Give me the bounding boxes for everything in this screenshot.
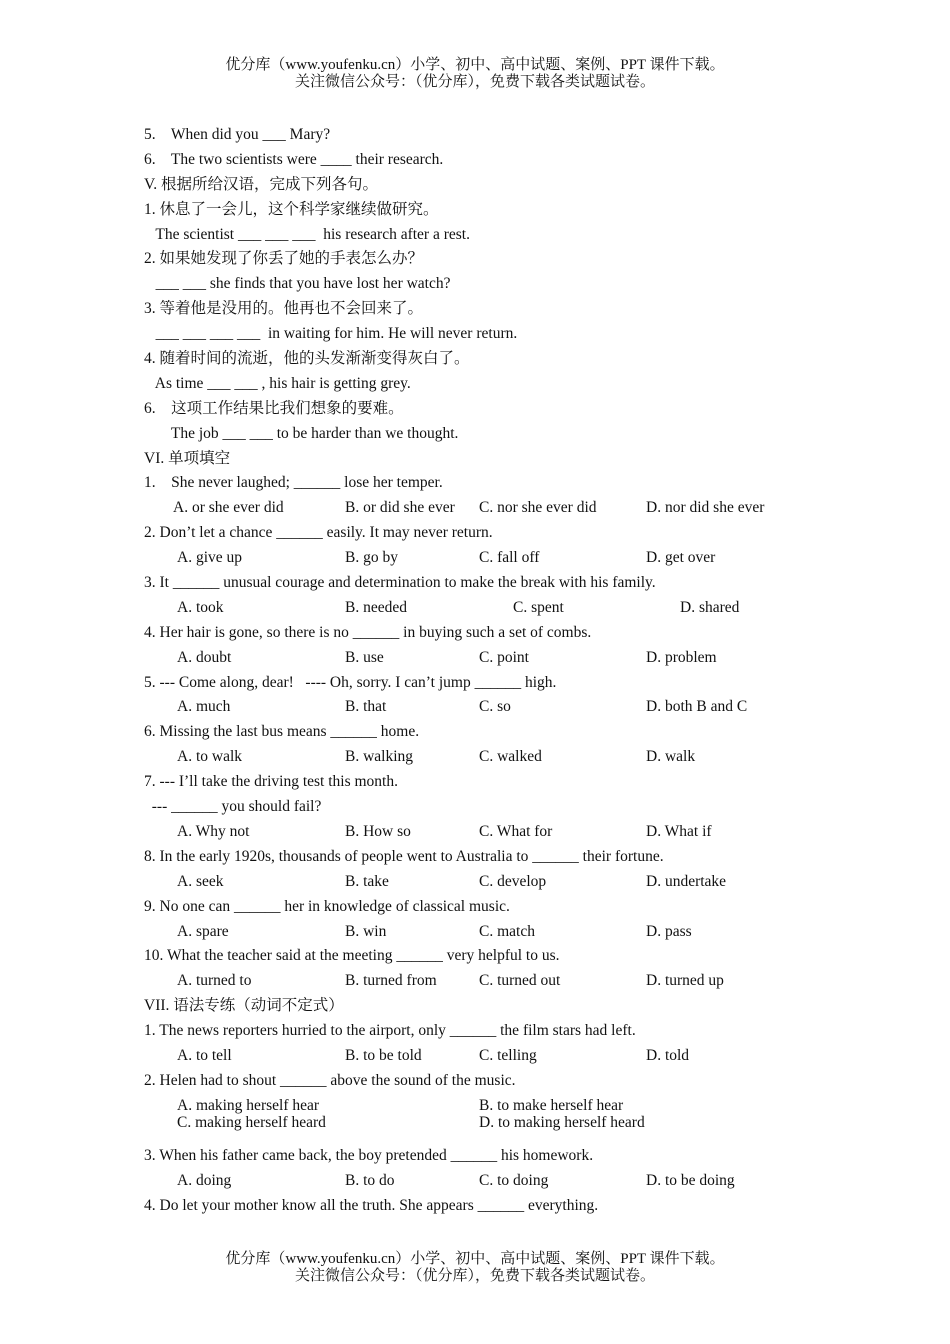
text-line [0,546,950,571]
text-line [0,1194,950,1219]
text-line [0,422,950,447]
text-line [0,994,950,1019]
option-text: A. seek [177,872,224,890]
footer-line-2: 关注微信公众号：（优分库），免费下载各类试题试卷。 [294,1268,655,1284]
line-text: The job ___ ___ to be harder than we thought. [144,424,459,442]
line-text: 9. No one can ______ her in knowledge of classical music. [144,897,510,915]
text-line [0,1169,950,1194]
option-text: D. to making herself heard [479,1113,645,1131]
text-line [0,770,950,795]
line-text: As time ___ ___ , his hair is getting grey. [144,374,411,392]
text-line [0,820,950,845]
option-text: B. go by [345,549,398,567]
option-text: B. take [345,872,389,890]
document-body [0,123,950,1218]
text-line [0,571,950,596]
option-text: A. turned to [177,972,252,990]
option-text: B. use [345,648,384,666]
option-text: A. or she ever did [173,499,284,517]
line-text: --- ______ you should fail? [144,798,322,816]
text-line [0,870,950,895]
text-line [0,1044,950,1069]
option-text: D. told [646,1046,690,1064]
option-text: B. to do [345,1171,395,1189]
line-text: 4. 随着时间的流逝，他的头发渐渐变得灰白了。 [144,350,470,368]
text-line [0,795,950,820]
line-text: 7. --- I’ll take the driving test this month. [144,773,398,791]
line-text: The scientist ___ ___ ___ his research after a rest. [144,225,470,243]
text-line [0,944,950,969]
line-text: 3. It ______ unusual courage and determination to make the break with his family. [144,574,656,592]
text-line [0,1111,950,1144]
text-line [0,521,950,546]
option-text: A. Why not [177,822,250,840]
page-header [0,57,950,91]
line-text: 6. 这项工作结果比我们想象的要难。 [144,399,404,417]
line-text: 6. Missing the last bus means ______ home. [144,723,420,741]
option-text: B. turned from [345,972,437,990]
option-text: C. making herself heard [177,1113,326,1131]
option-text: B. to make herself hear [479,1096,624,1114]
option-text: D. walk [646,748,696,766]
text-line [0,347,950,372]
option-text: C. to doing [479,1171,549,1189]
text-line [0,148,950,173]
option-text: C. develop [479,872,547,890]
text-line [0,920,950,945]
option-text: A. doing [177,1171,232,1189]
option-text: B. needed [345,598,407,616]
line-text: 4. Her hair is gone, so there is no ______ in buying such a set of combs. [144,623,592,641]
text-line [0,496,950,521]
option-text: C. telling [479,1046,537,1064]
text-line [0,471,950,496]
text-line [0,1094,950,1114]
option-text: A. making herself hear [177,1096,320,1114]
option-text: C. so [479,698,511,716]
text-line [0,247,950,272]
line-text: ___ ___ she finds that you have lost her watch? [144,275,451,293]
option-text: C. walked [479,748,542,766]
line-text: V. 根据所给汉语，完成下列各句。 [144,175,378,193]
text-line [0,845,950,870]
option-text: C. point [479,648,529,666]
text-line [0,447,950,472]
line-text: 4. Do let your mother know all the truth. She appears ______ everything. [144,1196,599,1214]
option-text: D. to be doing [646,1171,735,1189]
text-line [0,297,950,322]
text-line [0,322,950,347]
option-text: D. both B and C [646,698,748,716]
option-text: D. nor did she ever [646,499,765,517]
option-text: D. turned up [646,972,724,990]
option-text: A. took [177,598,224,616]
option-text: D. undertake [646,872,727,890]
text-line [0,895,950,920]
option-text: D. problem [646,648,717,666]
header-line-2: 关注微信公众号：（优分库），免费下载各类试题试卷。 [294,74,655,90]
text-line [0,198,950,223]
line-text: 1. She never laughed; ______ lose her temper. [144,474,443,492]
option-text: B. or did she ever [345,499,455,517]
option-text: C. What for [479,822,553,840]
option-text: A. much [177,698,231,716]
option-text: D. get over [646,549,716,567]
text-line [0,621,950,646]
text-line [0,272,950,297]
header-line-1: 优分库（www.youfenku.cn）小学、初中、高中试题、案例、PPT 课件下载。 [225,57,725,73]
line-text: 5. When did you ___ Mary? [144,126,331,143]
option-text: C. turned out [479,972,561,990]
text-line [0,596,950,621]
text-line [0,1144,950,1169]
line-text: 6. The two scientists were ____ their research. [144,150,444,168]
text-line [0,372,950,397]
text-line [0,695,950,720]
option-text: B. that [345,698,387,716]
line-text: 3. When his father came back, the boy pretended ______ his homework. [144,1146,594,1164]
text-line [0,646,950,671]
line-text: 2. Helen had to shout ______ above the sound of the music. [144,1071,516,1089]
text-line [0,745,950,770]
line-text: VI. 单项填空 [144,449,231,467]
text-line [0,123,950,148]
page-footer [0,1251,950,1285]
text-line [0,173,950,198]
line-text: 5. --- Come along, dear! ---- Oh, sorry. I can’t jump ______ high. [144,673,557,691]
option-text: C. spent [513,598,564,616]
text-line [0,1069,950,1094]
option-text: C. match [479,922,535,940]
text-line [0,969,950,994]
option-text: C. fall off [479,549,540,567]
option-text: C. nor she ever did [479,499,597,517]
line-text: 8. In the early 1920s, thousands of people went to Australia to ______ their fortune. [144,847,664,865]
option-text: A. spare [177,922,229,940]
option-text: A. to walk [177,748,243,766]
line-text: 1. The news reporters hurried to the airport, only ______ the film stars had left. [144,1022,636,1040]
line-text: 2. Don’t let a chance ______ easily. It may never return. [144,524,493,542]
line-text: 3. 等着他是没用的。他再也不会回来了。 [144,300,424,318]
line-text: 2. 如果她发现了你丢了她的手表怎么办？ [144,250,424,268]
option-text: A. to tell [177,1046,232,1064]
option-text: D. shared [680,598,740,616]
text-line [0,671,950,696]
option-text: B. How so [345,822,411,840]
footer-line-1: 优分库（www.youfenku.cn）小学、初中、高中试题、案例、PPT 课件下载。 [225,1251,725,1267]
option-text: D. What if [646,822,712,840]
text-line [0,1019,950,1044]
line-text: VII. 语法专练（动词不定式） [144,997,344,1015]
option-text: B. to be told [345,1046,422,1064]
option-text: D. pass [646,922,692,940]
option-text: B. win [345,922,387,940]
option-text: B. walking [345,748,414,766]
text-line [0,223,950,248]
option-text: A. doubt [177,648,232,666]
line-text: 1. 休息了一会儿，这个科学家继续做研究。 [144,200,439,218]
text-line [0,720,950,745]
line-text: ___ ___ ___ ___ in waiting for him. He will never return. [144,325,518,343]
text-line [0,397,950,422]
option-text: A. give up [177,549,243,567]
line-text: 10. What the teacher said at the meeting ______ very helpful to us. [144,947,560,965]
